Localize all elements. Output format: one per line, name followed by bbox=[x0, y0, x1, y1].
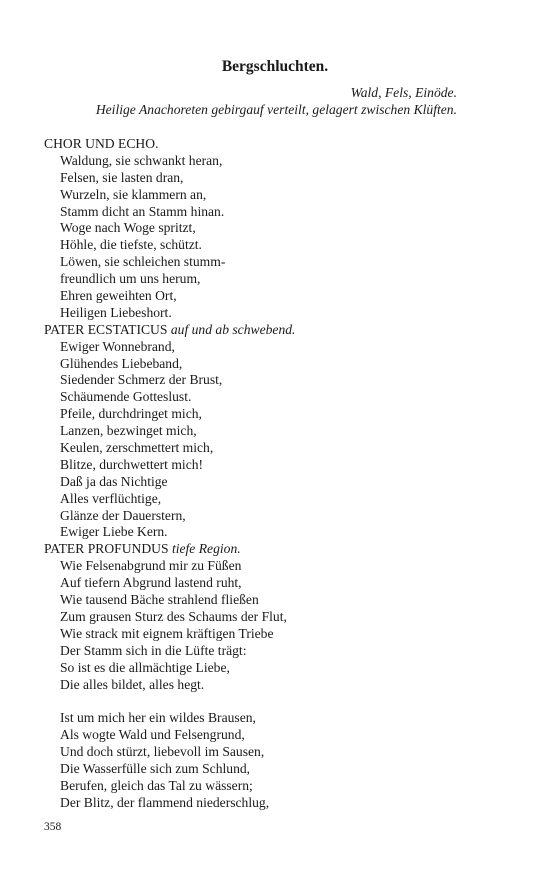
verse-line: Auf tiefern Abgrund lastend ruht, bbox=[60, 575, 242, 591]
verse-line: Lanzen, bezwinget mich, bbox=[60, 423, 197, 439]
verse-line: Wie Felsenabgrund mir zu Füßen bbox=[60, 558, 242, 574]
verse-line: Woge nach Woge spritzt, bbox=[60, 220, 196, 236]
verse-line: Pfeile, durchdringet mich, bbox=[60, 406, 202, 422]
verse-line: Felsen, sie lasten dran, bbox=[60, 169, 184, 185]
verse-line: So ist es die allmächtige Liebe, bbox=[60, 659, 230, 675]
verse-line: Daß ja das Nichtige bbox=[60, 473, 168, 489]
verse-line: freundlich um uns herum, bbox=[60, 271, 201, 287]
verse-line: Ewiger Wonnebrand, bbox=[60, 338, 175, 354]
speaker-direction: auf und ab schwebend. bbox=[170, 321, 296, 337]
verse-line: Berufen, gleich das Tal zu wässern; bbox=[60, 777, 253, 793]
verse-line: Stamm dicht an Stamm hinan. bbox=[60, 203, 225, 219]
verse-line: Waldung, sie schwankt heran, bbox=[60, 152, 223, 168]
verse-line: Glänze der Dauerstern, bbox=[60, 507, 186, 523]
verse-line: Glühendes Liebeband, bbox=[60, 355, 183, 371]
verse-line: Ist um mich her ein wildes Brausen, bbox=[60, 710, 256, 726]
verse-line: Siedender Schmerz der Brust, bbox=[60, 372, 223, 388]
verse-line: Höhle, die tiefste, schützt. bbox=[60, 237, 202, 253]
speaker-direction: tiefe Region. bbox=[171, 541, 241, 557]
verse-line: Zum grausen Sturz des Schaums der Flut, bbox=[60, 608, 287, 624]
speaker-name: PATER PROFUNDUS bbox=[44, 541, 169, 557]
speaker-name: CHOR UND ECHO. bbox=[44, 136, 159, 151]
verse-block bbox=[44, 339, 514, 542]
verse-line: Ewiger Liebe Kern. bbox=[60, 524, 168, 540]
verse-line: Der Blitz, der flammend niederschlug, bbox=[60, 794, 270, 810]
verse-line: Alles verflüchtige, bbox=[60, 490, 162, 506]
verse-line: Die alles bildet, alles hegt. bbox=[60, 676, 205, 692]
verse-line: Die Wasserfülle sich zum Schlund, bbox=[60, 760, 251, 776]
speaker-line bbox=[44, 322, 514, 339]
speaker-line bbox=[44, 541, 514, 558]
verse-block bbox=[44, 558, 514, 693]
speaker-name: PATER ECSTATICUS bbox=[44, 321, 168, 337]
stage-direction: Heilige Anachoreten gebirgauf verteilt, gelagert zwischen Klüften. bbox=[95, 102, 457, 117]
page-number: 358 bbox=[44, 821, 62, 833]
verse-line: Der Stamm sich in die Lüfte trägt: bbox=[60, 642, 247, 658]
verse-line: Und doch stürzt, liebevoll im Sausen, bbox=[60, 744, 265, 760]
verse-line: Ehren geweihten Ort, bbox=[60, 288, 177, 304]
verse-line: Wie tausend Bäche strahlend fließen bbox=[60, 592, 259, 608]
poem-text bbox=[44, 136, 514, 812]
verse-line: Wie strack mit eignem kräftigen Triebe bbox=[60, 625, 274, 641]
stanza-gap bbox=[44, 693, 514, 710]
scene-title: Bergschluchten. bbox=[221, 58, 329, 75]
verse-line: Löwen, sie schleichen stumm- bbox=[60, 254, 226, 270]
verse-block bbox=[44, 153, 514, 322]
scene-subtitle: Wald, Fels, Einöde. bbox=[350, 85, 457, 100]
verse-line: Keulen, zerschmettert mich, bbox=[60, 440, 214, 456]
verse-line: Wurzeln, sie klammern an, bbox=[60, 186, 207, 202]
speaker-line bbox=[44, 136, 514, 153]
verse-line: Blitze, durchwettert mich! bbox=[60, 456, 204, 472]
verse-line: Als wogte Wald und Felsengrund, bbox=[60, 727, 245, 743]
verse-block bbox=[44, 710, 514, 811]
verse-line: Heiligen Liebeshort. bbox=[60, 304, 172, 320]
verse-line: Schäumende Gotteslust. bbox=[60, 389, 192, 405]
